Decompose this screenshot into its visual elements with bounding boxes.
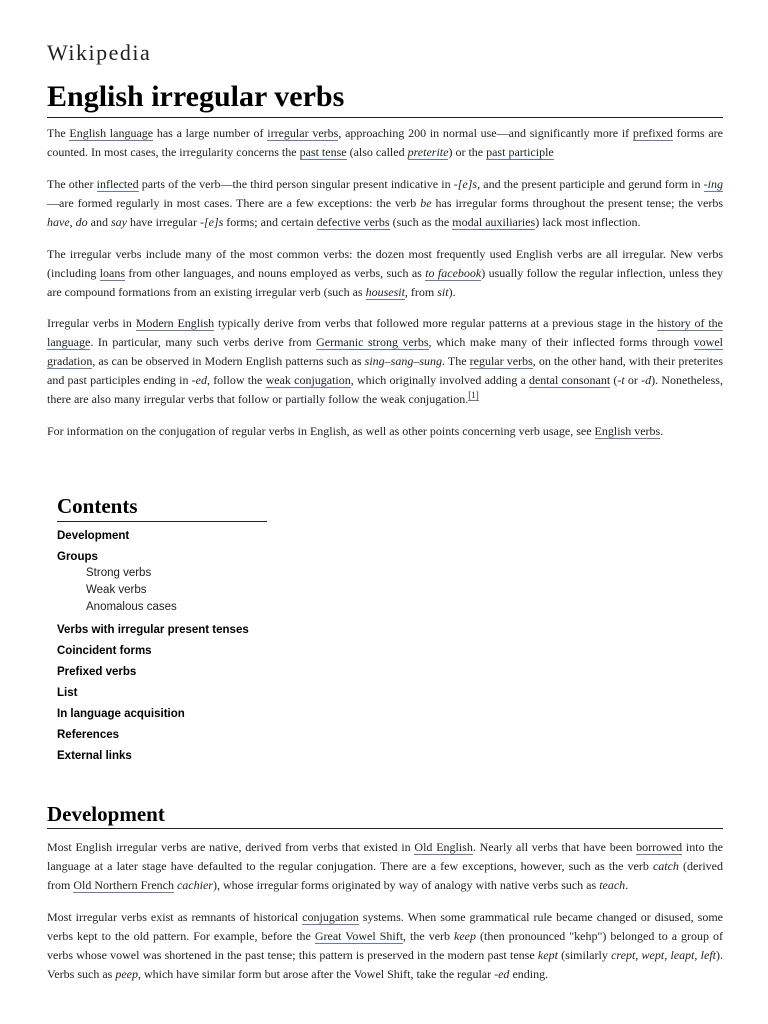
link-borrowed[interactable]: borrowed bbox=[636, 840, 683, 854]
link-old-northern-french[interactable]: Old Northern French bbox=[73, 878, 174, 892]
link-english-verbs[interactable]: English verbs bbox=[594, 424, 661, 438]
intro-paragraph-3: The irregular verbs include many of the most common verbs: the dozen most frequently used English verbs are all irregular. New verbs (including loans from other languages, and nouns employed as verbs, such as to facebook) usually follow the regular inflection, unless they are compound formations from an existing irregular verb (such as housesit, from sit). bbox=[47, 247, 724, 299]
link-ing[interactable]: -ing bbox=[703, 177, 724, 191]
toc-item-prefixed-verbs[interactable]: Prefixed verbs bbox=[57, 666, 137, 678]
link-irregular-verbs[interactable]: irregular verbs bbox=[267, 126, 339, 140]
link-preterite[interactable]: preterite bbox=[407, 145, 449, 159]
toc-item-groups[interactable]: Groups bbox=[57, 551, 98, 563]
link-vowel-gradation[interactable]: vowel gradation bbox=[47, 335, 723, 368]
wikipedia-wordmark: Wikipedia bbox=[47, 40, 152, 65]
link-history-of-the-language[interactable]: history of the language bbox=[47, 316, 724, 349]
intro-paragraph-4: Irregular verbs in Modern English typically derive from verbs that followed more regular patterns at a previous stage in the history of the language. In particular, many such verbs derive from Germanic strong verbs, which make many of their inflected forms through vowel gradation, as can be observed in Modern English patterns such as sing–sang–sung. The regular verbs, on the other hand, with their preterites and past participles ending in -ed, follow the weak conjugation, which originally involved adding a dental consonant (-t or -d). Nonetheless, there are also many irregular verbs that follow or partially follow the weak conjugation.[1] bbox=[47, 316, 724, 406]
link-loans[interactable]: loans bbox=[99, 266, 126, 280]
toc-item-coincident-forms[interactable]: Coincident forms bbox=[57, 645, 152, 657]
link-english-language[interactable]: English language bbox=[69, 126, 154, 140]
toc-item-external-links[interactable]: External links bbox=[57, 750, 132, 762]
reference-1[interactable]: [1] bbox=[468, 390, 479, 400]
intro-paragraph-2: The other inflected parts of the verb—the third person singular present indicative in -[e]s, and the present participle and gerund form in -ing—are formed regularly in most cases. There are a few exceptions: the verb be has irregular forms throughout the present tense; the verbs have, do and say have irregular -[e]s forms; and certain defective verbs (such as the modal auxiliaries) lack most inflection. bbox=[47, 177, 724, 229]
link-past-tense[interactable]: past tense bbox=[299, 145, 347, 159]
link-old-english[interactable]: Old English bbox=[414, 840, 473, 854]
toc-item-references[interactable]: References bbox=[57, 729, 120, 741]
intro-paragraph-5: For information on the conjugation of regular verbs in English, as well as other points concerning verb usage, see English verbs. bbox=[47, 424, 664, 438]
toc-item-strong-verbs[interactable]: Strong verbs bbox=[86, 567, 152, 579]
intro-paragraph-1: The English language has a large number of irregular verbs, approaching 200 in normal use—and significantly more if prefixed forms are counted. In most cases, the irregularity concerns the past tense (also called preterite) or the past participle bbox=[47, 126, 723, 159]
article-title: English irregular verbs bbox=[47, 78, 723, 118]
toc-item-weak-verbs[interactable]: Weak verbs bbox=[86, 584, 147, 596]
link-defective-verbs[interactable]: defective verbs bbox=[316, 215, 390, 229]
development-paragraph-1: Most English irregular verbs are native, derived from verbs that existed in Old English. Nearly all verbs that have been borrowed into the language at a later stage have defaulted to the regular conjugation. There are a few exceptions, however, such as the verb catch (derived from Old Northern French cachier), whose irregular forms originated by way of analogy with native verbs such as teach. bbox=[47, 840, 724, 892]
link-past-participle[interactable]: past participle bbox=[486, 145, 554, 159]
link-weak-conjugation[interactable]: weak conjugation bbox=[265, 373, 351, 387]
toc-item-language-acquisition[interactable]: In language acquisition bbox=[57, 708, 185, 720]
link-to-facebook[interactable]: to facebook bbox=[425, 266, 482, 280]
link-dental-consonant[interactable]: dental consonant bbox=[528, 373, 611, 387]
table-of-contents bbox=[57, 494, 267, 762]
link-great-vowel-shift[interactable]: Great Vowel Shift bbox=[314, 929, 404, 943]
link-housesit[interactable]: housesit bbox=[365, 285, 405, 299]
link-regular-verbs[interactable]: regular verbs bbox=[469, 354, 533, 368]
toc-item-list[interactable]: List bbox=[57, 687, 78, 699]
toc-item-development[interactable]: Development bbox=[57, 530, 130, 542]
toc-item-irregular-present[interactable]: Verbs with irregular present tenses bbox=[57, 624, 249, 636]
section-heading-development: Development bbox=[47, 802, 723, 829]
link-modal-auxiliaries[interactable]: modal auxiliaries bbox=[452, 215, 536, 229]
development-paragraph-2: Most irregular verbs exist as remnants of historical conjugation systems. When some grammatical rule became changed or disused, some verbs kept to the old pattern. For example, before the Great Vowel Shift, the verb keep (then pronounced "kehp") belonged to a group of verbs whose vowel was shortened in the past tense; this pattern is preserved in the modern past tense kept (similarly crept, wept, leapt, left). Verbs such as peep, which have similar form but arose after the Vowel Shift, take the regular -ed ending. bbox=[47, 910, 724, 981]
link-conjugation[interactable]: conjugation bbox=[302, 910, 359, 924]
link-modern-english[interactable]: Modern English bbox=[135, 316, 215, 330]
link-prefixed[interactable]: prefixed bbox=[632, 126, 673, 140]
toc-item-anomalous-cases[interactable]: Anomalous cases bbox=[86, 601, 177, 613]
link-germanic-strong-verbs[interactable]: Germanic strong verbs bbox=[316, 335, 429, 349]
toc-heading: Contents bbox=[57, 494, 267, 522]
link-inflected[interactable]: inflected bbox=[96, 177, 139, 191]
